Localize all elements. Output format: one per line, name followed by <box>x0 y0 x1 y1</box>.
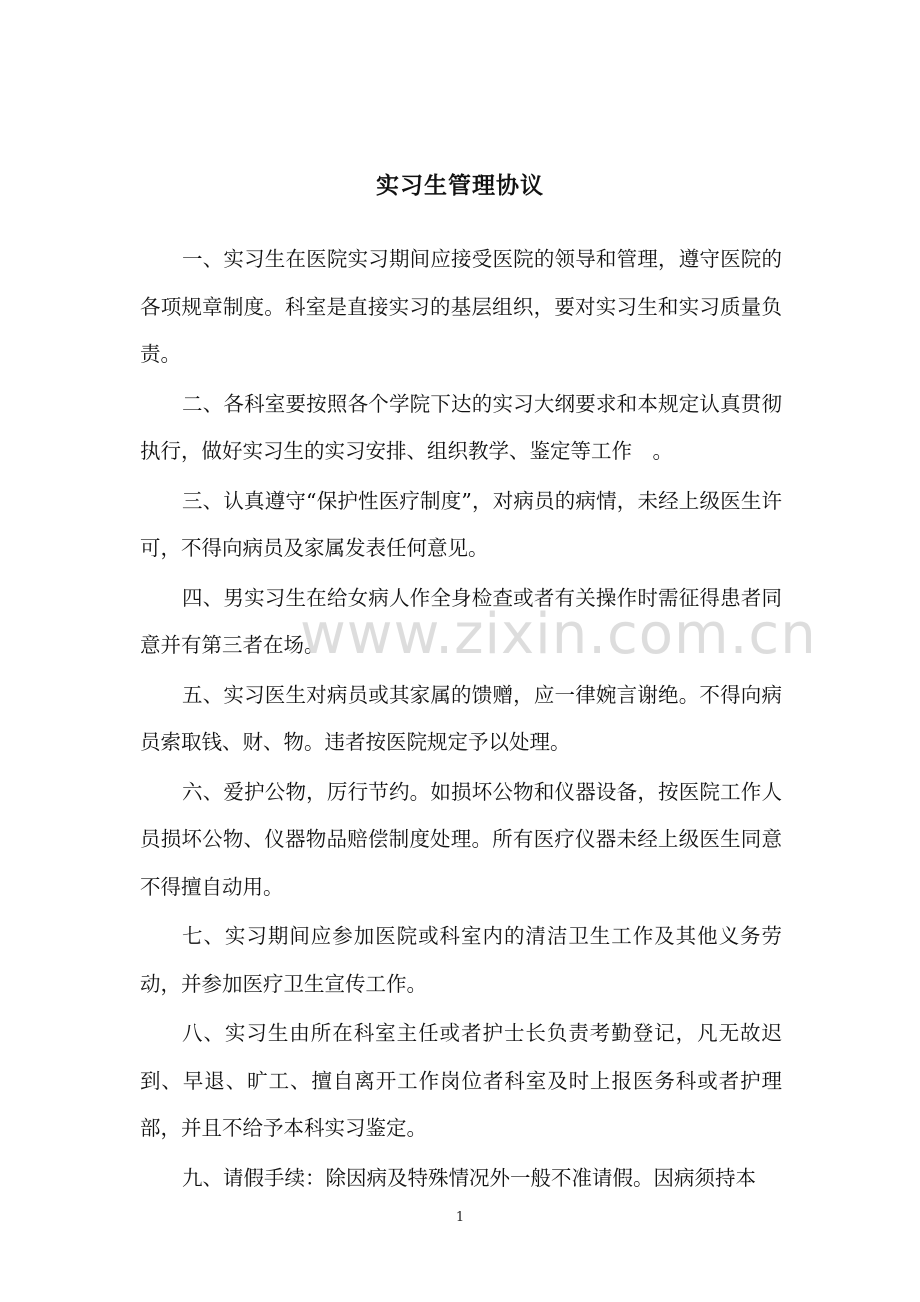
document-title: 实习生管理协议 <box>376 172 544 199</box>
paragraph-5: 五、实习医生对病员或其家属的馈赠，应一律婉言谢绝。不得向病员索取钱、财、物。违者按医院规定予以处理。 <box>140 682 782 754</box>
paragraph-7: 七、实习期间应参加医院或科室内的清洁卫生工作及其他义务劳动，并参加医疗卫生宣传工作。 <box>140 924 782 996</box>
watermark: www.zixin.com.cn <box>300 602 817 667</box>
document-body <box>140 236 782 1204</box>
paragraph-3: 三、认真遵守“保护性医疗制度”，对病员的病情，未经上级医生许可，不得向病员及家属发表任何意见。 <box>140 488 782 560</box>
paragraph-8: 八、实习生由所在科室主任或者护士长负责考勤登记，凡无故迟到、早退、旷工、擅自离开工作岗位者科室及时上报医务科或者护理部，并且不给予本科实习鉴定。 <box>140 1021 782 1140</box>
page-number: 1 <box>455 1210 465 1225</box>
paragraph-2: 二、各科室要按照各个学院下达的实习大纲要求和本规定认真贯彻执行，做好实习生的实习安排、组织教学、鉴定等工作 。 <box>140 391 782 463</box>
paragraph-9: 九、请假手续：除因病及特殊情况外一般不准请假。因病须持本 <box>182 1165 756 1190</box>
paragraph-4: 四、男实习生在给女病人作全身检查或者有关操作时需征得患者同意并有第三者在场。 <box>140 585 782 657</box>
paragraph-1: 一、实习生在医院实习期间应接受医院的领导和管理，遵守医院的各项规章制度。科室是直接实习的基层组织，要对实习生和实习质量负责。 <box>140 247 782 366</box>
paragraph-6: 六、爱护公物，厉行节约。如损坏公物和仪器设备，按医院工作人员损坏公物、仪器物品赔偿制度处理。所有医疗仪器未经上级医生同意不得擅自动用。 <box>140 779 782 899</box>
